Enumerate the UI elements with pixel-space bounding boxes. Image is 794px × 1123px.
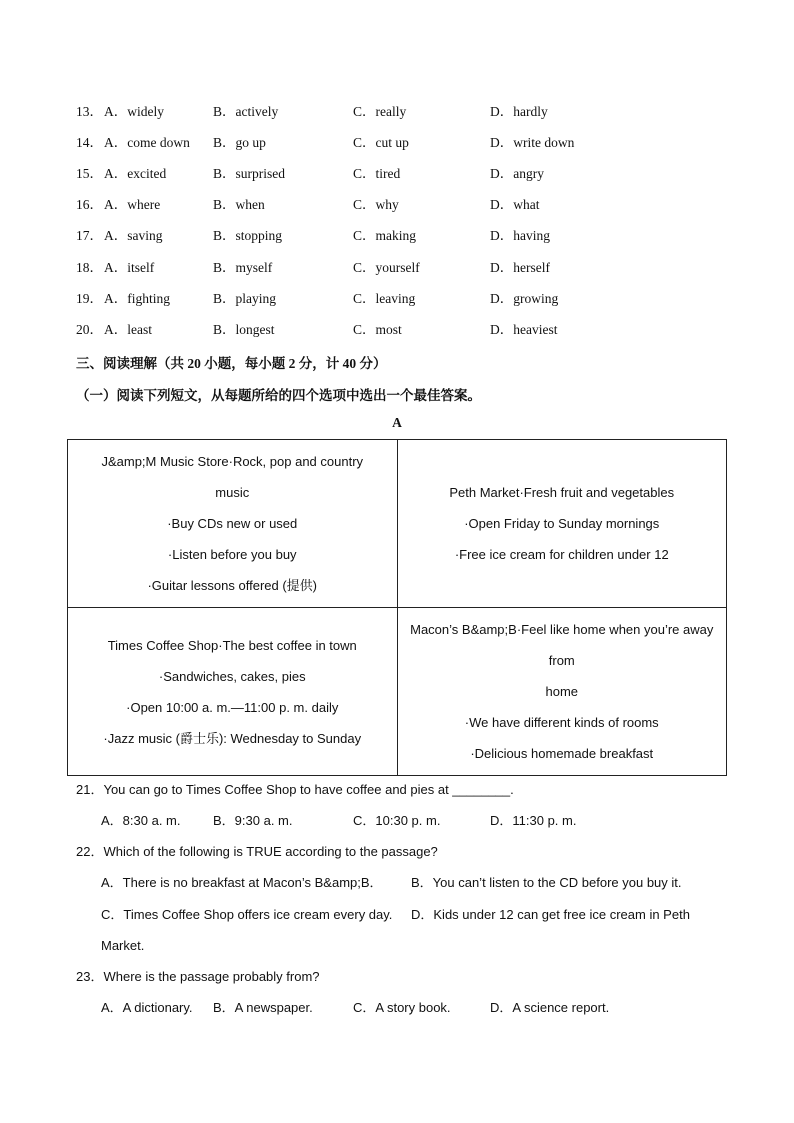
ad-line: ·Buy CDs new or used <box>167 516 298 531</box>
option-b: B．surprised <box>213 166 285 181</box>
ad-line: ·Listen before you buy <box>167 547 297 562</box>
q23-option-b: B．A newspaper. <box>213 1000 313 1015</box>
ad-peth-market <box>397 440 727 608</box>
q23-option-d: D．A science report. <box>490 1000 610 1015</box>
option-a: A．saving <box>104 228 163 243</box>
option-c: C．why <box>353 197 399 212</box>
option-d: D．having <box>490 228 550 243</box>
ad-line: ·Open Friday to Sunday mornings <box>464 516 660 531</box>
ad-line: ·Sandwiches, cakes, pies <box>158 668 306 684</box>
q21-option-d: D．11:30 p. m. <box>490 813 577 828</box>
option-c: C．yourself <box>353 260 420 275</box>
ad-music-store <box>68 440 398 608</box>
question-number: 16． <box>76 197 103 212</box>
option-d: D．growing <box>490 291 559 306</box>
ad-line: ·Delicious homemade breakfast <box>470 746 654 761</box>
option-c: C．tired <box>353 166 401 181</box>
q21-option-a: A．8:30 a. m. <box>101 813 181 828</box>
question-number: 14． <box>76 135 103 150</box>
option-c: C．making <box>353 228 416 243</box>
question-number: 17． <box>76 228 103 243</box>
ad-line: ·Jazz music (爵士乐): Wednesday to Sunday <box>103 730 362 746</box>
option-a: A．where <box>104 197 161 212</box>
question-number: 19． <box>76 291 103 306</box>
question-21-stem: 21．You can go to Times Coffee Shop to have coffee and pies at ________. <box>76 782 514 797</box>
q22-option-d: D．Kids under 12 can get free ice cream in Peth <box>411 907 690 922</box>
ad-line: ·Guitar lessons offered (提供) <box>147 578 318 593</box>
option-a: A．excited <box>104 166 167 181</box>
ad-bnb <box>397 608 727 776</box>
option-a: A．least <box>104 322 152 337</box>
section-instructions: （一）阅读下列短文，从每题所给的四个选项中选出一个最佳答案。 <box>76 388 481 403</box>
ad-coffee-shop <box>68 608 398 776</box>
option-b: B．when <box>213 197 265 212</box>
q23-option-c: C．A story book. <box>353 1000 451 1015</box>
option-b: B．myself <box>213 260 273 275</box>
option-a: A．widely <box>104 104 164 119</box>
option-c: C．really <box>353 104 407 119</box>
option-d: D．heaviest <box>490 322 558 337</box>
option-d: D．write down <box>490 135 575 150</box>
ad-line: ·Open 10:00 a. m.—11:00 p. m. daily <box>126 699 339 715</box>
ad-line: ·Free ice cream for children under 12 <box>454 547 669 562</box>
option-d: D．angry <box>490 166 544 181</box>
question-number: 13． <box>76 104 103 119</box>
ad-line: ·We have different kinds of rooms <box>464 715 659 730</box>
option-c: C．leaving <box>353 291 416 306</box>
q22-option-a: A．There is no breakfast at Macon’s B&amp;B． <box>101 875 383 890</box>
option-b: B．go up <box>213 135 266 150</box>
option-d: D．hardly <box>490 104 548 119</box>
option-b: B．actively <box>213 104 279 119</box>
question-number: 15． <box>76 166 103 181</box>
q22-option-d-continued: Market. <box>101 938 145 953</box>
option-c: C．cut up <box>353 135 409 150</box>
q23-option-a: A．A dictionary. <box>101 1000 193 1015</box>
ad-line: home <box>545 684 579 699</box>
q21-option-b: B．9:30 a. m. <box>213 813 293 828</box>
q22-option-b: B．You can’t listen to the CD before you buy it. <box>411 875 682 890</box>
ad-line: Macon’s B&amp;B·Feel like home when you’re away from <box>410 622 714 668</box>
option-b: B．stopping <box>213 228 283 243</box>
question-22-stem: 22．Which of the following is TRUE according to the passage? <box>76 844 438 859</box>
option-c: C．most <box>353 322 402 337</box>
passage-label: A <box>392 415 402 430</box>
ad-line: J&amp;M Music Store·Rock, pop and country <box>101 454 364 469</box>
question-number: 18． <box>76 260 103 275</box>
option-d: D．what <box>490 197 540 212</box>
option-d: D．herself <box>490 260 550 275</box>
ad-line: music <box>215 485 250 500</box>
question-23-stem: 23．Where is the passage probably from? <box>76 969 320 984</box>
ads-table <box>67 439 727 776</box>
option-a: A．itself <box>104 260 155 275</box>
question-number: 20． <box>76 322 103 337</box>
ad-line: Peth Market·Fresh fruit and vegetables <box>449 485 675 500</box>
option-a: A．fighting <box>104 291 170 306</box>
option-b: B．longest <box>213 322 275 337</box>
section-title: 三、阅读理解（共 20 小题，每小题 2 分，计 40 分） <box>76 356 387 371</box>
option-a: A．come down <box>104 135 190 150</box>
q21-option-c: C．10:30 p. m. <box>353 813 441 828</box>
q22-option-c: C．Times Coffee Shop offers ice cream every day. <box>101 907 393 922</box>
ad-line: Times Coffee Shop·The best coffee in town <box>107 637 357 653</box>
option-b: B．playing <box>213 291 276 306</box>
